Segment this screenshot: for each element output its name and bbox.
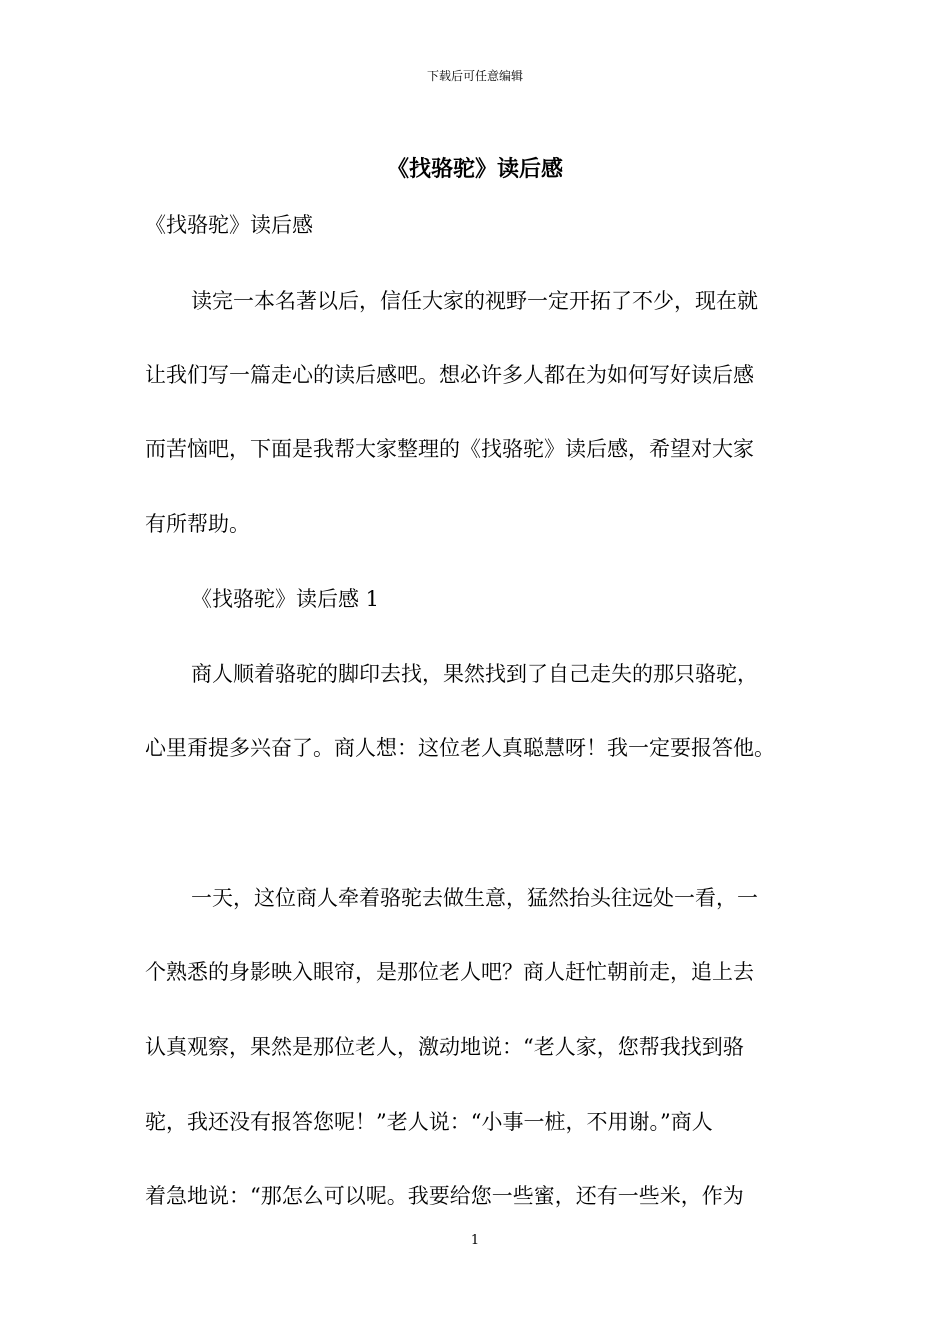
- section-heading: 《找骆驼》读后感 1: [191, 587, 380, 611]
- document-subtitle: 《找骆驼》读后感: [145, 213, 313, 237]
- page-number: 1: [470, 1233, 480, 1248]
- paragraph-line: 着急地说：“那怎么可以呢。我要给您一些蜜，还有一些米，作为: [145, 1184, 744, 1208]
- paragraph-line: 读完一本名著以后，信任大家的视野一定开拓了不少，现在就: [191, 289, 758, 313]
- paragraph-line: 商人顺着骆驼的脚印去找，果然找到了自己走失的那只骆驼，: [191, 662, 758, 686]
- paragraph-line: 一天，这位商人牵着骆驼去做生意，猛然抬头往远处一看，一: [191, 886, 758, 910]
- document-title: 《找骆驼》读后感: [386, 156, 563, 182]
- paragraph-line: 有所帮助。: [145, 512, 250, 536]
- paragraph-line: 个熟悉的身影映入眼帘，是那位老人吧？商人赶忙朝前走，追上去: [145, 960, 754, 984]
- paragraph-line: 驼，我还没有报答您呢！”老人说：“小事一桩，不用谢。”商人: [145, 1110, 713, 1134]
- header-note: 下载后可任意编辑: [426, 69, 523, 83]
- paragraph-line: 认真观察，果然是那位老人，激动地说：“老人家，您帮我找到骆: [145, 1035, 744, 1059]
- paragraph-line: 心里甭提多兴奋了。商人想：这位老人真聪慧呀！我一定要报答他。: [145, 736, 775, 760]
- paragraph-line: 让我们写一篇走心的读后感吧。想必许多人都在为如何写好读后感: [145, 363, 754, 387]
- paragraph-line: 而苦恼吧，下面是我帮大家整理的《找骆驼》读后感，希望对大家: [145, 437, 754, 461]
